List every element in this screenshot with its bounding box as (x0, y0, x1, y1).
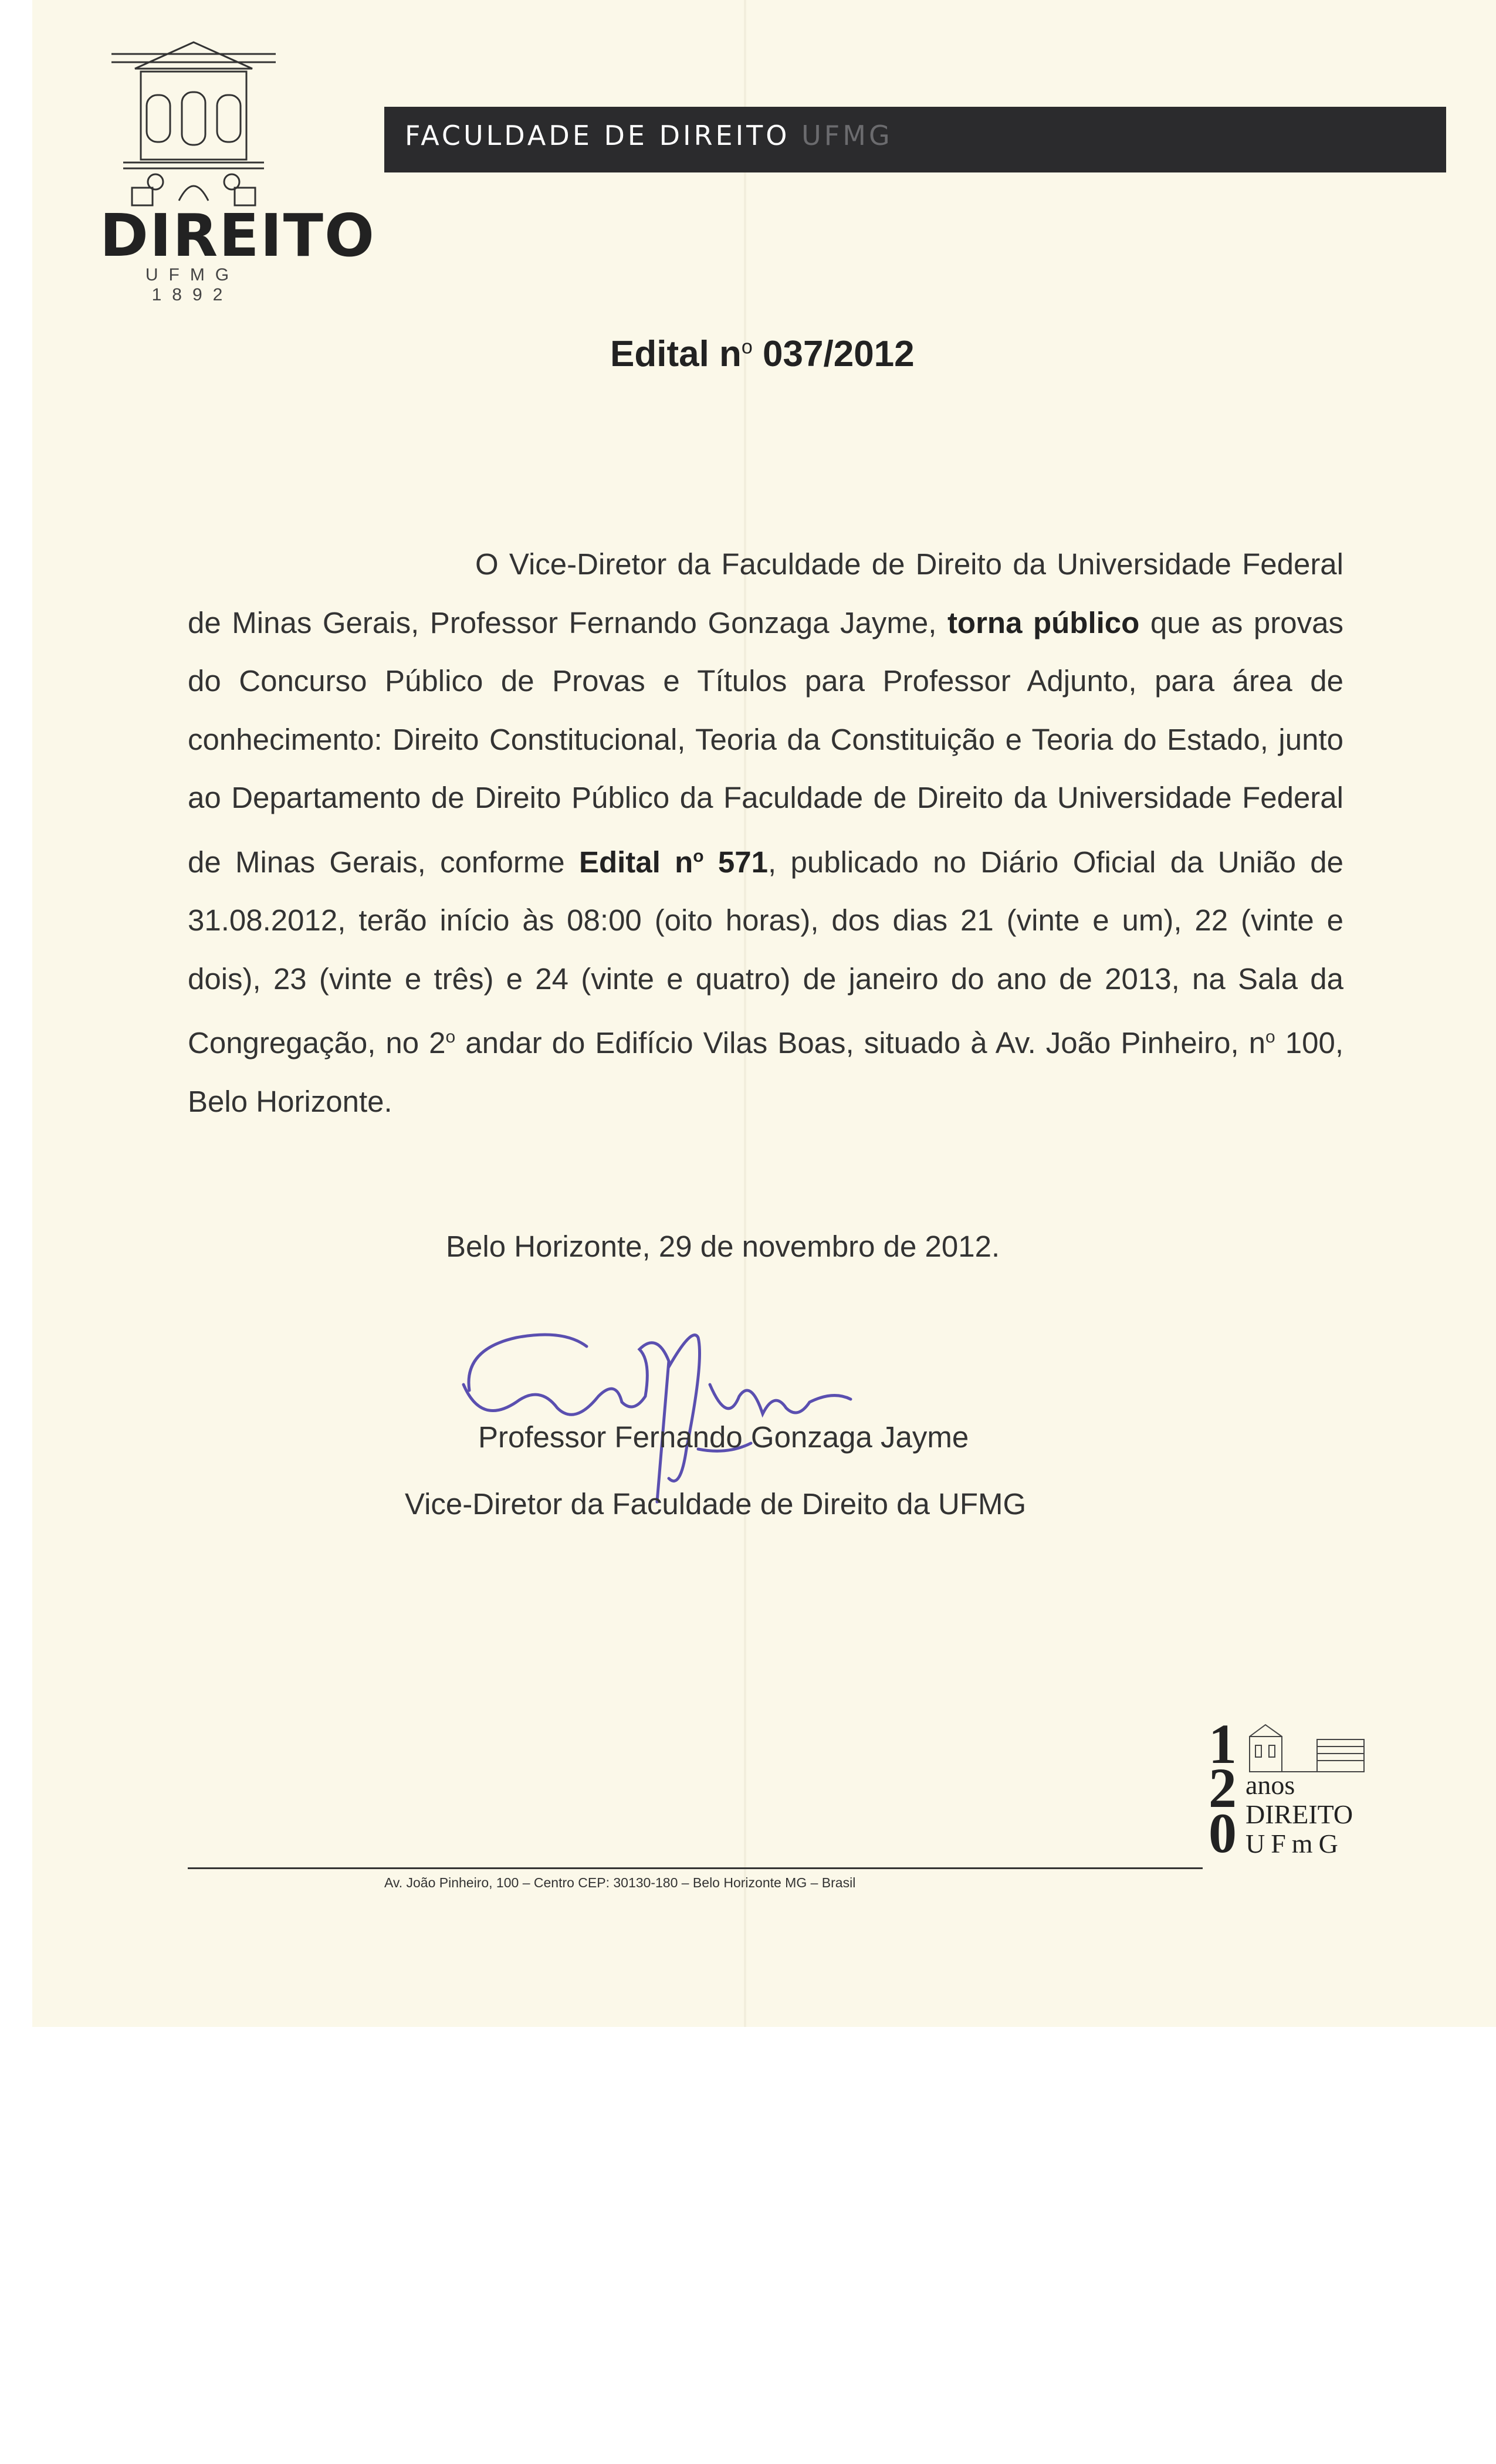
badge-anos: anos (1245, 1770, 1295, 1800)
badge-building-icon (1247, 1722, 1373, 1775)
badge-direito: DIREITO (1245, 1799, 1353, 1829)
header-banner (384, 107, 1446, 172)
document-title: Edital $n^o$ 037/2012 (610, 334, 915, 374)
logo-subtitle: UFMG 1892 (145, 265, 240, 304)
footer-rule (188, 1867, 1203, 1869)
date-line: Belo Horizonte, 29 de novembro de 2012. (446, 1230, 1000, 1263)
signer-role: Vice-Diretor da Faculdade de Direito da UFMG (405, 1487, 1027, 1521)
badge-digit-1: 1 (1209, 1712, 1237, 1775)
badge-ufmg: UFmG (1245, 1829, 1344, 1859)
footer-address: Av. João Pinheiro, 100 – Centro CEP: 30130-180 – Belo Horizonte MG – Brasil (384, 1875, 856, 1890)
banner-title: FACULDADE DE DIREITO UFMG (405, 120, 893, 151)
anniversary-badge (1194, 1704, 1387, 1863)
badge-digit-2: 2 (1209, 1756, 1237, 1819)
document-body: O Vice-Diretor da Faculdade de Direito da Universidade Federal de Minas Gerais, Professor Fernando Gonzaga Jayme, torna público que as provas do Concurso Público de Provas e Títulos para Professor Adjunto, para área de conhecimento: Direito Constitucional, Teoria da Constituição e Teoria do Estado, junto ao Departamento de Direito Público da Faculdade de Direito da Universidade Federal de Minas Gerais, conforme Edital $n^o$ 571, publicado no Diário Oficial da União de 31.08.2012, terão início às 08:00 (oito horas), dos dias 21 (vinte e um), 22 (vinte e dois), 23 (vinte e três) e 24 (vinte e quatro) de janeiro do ano de 2013, na Sala da Congregação, no 2$^o$ andar do Edifício Vilas Boas, situado à Av. João Pinheiro, $n^o$ 100, Belo Horizonte. (188, 547, 1344, 1118)
logo-wordmark: DIREITO (100, 201, 375, 270)
signer-name: Professor Fernando Gonzaga Jayme (478, 1420, 969, 1454)
badge-digit-0: 0 (1209, 1802, 1237, 1864)
